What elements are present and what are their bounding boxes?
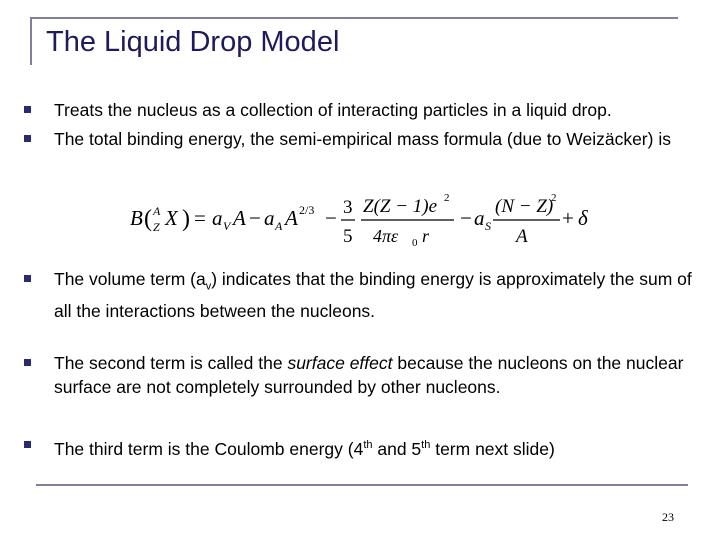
formula-three: 3 <box>343 197 353 218</box>
formula-minus-1: − <box>249 206 261 230</box>
page-number: 23 <box>662 510 674 524</box>
bullet-5-superscript-2: th <box>421 439 431 451</box>
formula-delta: δ <box>578 206 588 230</box>
bullet-marker <box>24 359 31 366</box>
bullet-5-text-post: term next slide) <box>430 438 555 459</box>
formula-A2: A <box>285 206 298 230</box>
formula-denominator-r: r <box>422 226 430 246</box>
formula-B: B <box>130 206 143 230</box>
title-frame-top-rule <box>30 17 678 19</box>
bullet-3-text-pre: The volume term (a <box>54 269 206 289</box>
formula-minus-2: − <box>325 206 337 230</box>
slide-title: The Liquid Drop Model <box>46 26 340 58</box>
bullet-text-5 <box>54 433 704 461</box>
formula-X: X <box>165 206 178 230</box>
formula-coulomb-denominator: 4πε <box>373 226 399 246</box>
bullet-5-text-pre: The third term is the Coulomb energy (4 <box>54 438 364 459</box>
formula-A1: A <box>233 206 246 230</box>
bullet-marker <box>24 106 31 113</box>
bullet-text-1: Treats the nucleus as a collection of interacting particles in a liquid drop. <box>54 100 612 120</box>
bullet-marker <box>24 441 31 448</box>
formula-lparen: ( <box>144 206 152 232</box>
bullet-4-text-post: because the nucleons on the nuclear surface are not completely surrounded by other nucleons. <box>54 353 684 397</box>
bullet-3-text-post: ) indicates that the binding energy is approximately the sum of all the interactions between the nucleons. <box>54 269 692 321</box>
bullet-4-text-pre: The second term is called the <box>54 353 288 373</box>
formula-aA: a <box>264 206 275 230</box>
semi-empirical-mass-formula <box>130 186 590 248</box>
formula-numerator-exponent: 2 <box>444 192 450 204</box>
bullet-marker <box>24 275 31 282</box>
formula-minus-3: − <box>460 206 472 230</box>
bullet-text-3 <box>54 267 704 323</box>
bullet-5-text-mid: and 5 <box>372 438 422 459</box>
formula-aA-sub: A <box>275 219 283 233</box>
formula-denominator-sub: 0 <box>412 237 418 248</box>
bullet-5-superscript-1: th <box>363 439 373 451</box>
formula-rparen: ) <box>182 206 190 232</box>
bullet-marker <box>24 135 31 142</box>
formula-equals: = <box>194 206 206 230</box>
formula-Z-bottom: Z <box>153 220 160 234</box>
title-frame-left-rule <box>30 17 32 65</box>
bullet-text-4 <box>54 351 704 399</box>
formula-aV-sub: V <box>223 219 231 233</box>
formula-plus: + <box>562 206 574 230</box>
formula-aV: a <box>212 206 223 230</box>
formula-A-top: A <box>153 204 161 218</box>
formula-coulomb-numerator: Z(Z − 1)e <box>363 196 438 217</box>
bullet-text-2: The total binding energy, the semi-empirical mass formula (due to Weizäcker) is <box>54 129 671 149</box>
footer-rule <box>36 484 688 486</box>
bullet-3-subscript: v <box>205 280 212 293</box>
formula-five: 5 <box>343 226 353 247</box>
formula-asymmetry-exponent: 2 <box>551 192 557 204</box>
formula-power-two-thirds: 2/3 <box>299 203 315 217</box>
formula-asymmetry-denominator: A <box>516 226 528 247</box>
formula-asymmetry-numerator: (N − Z) <box>495 196 554 217</box>
bullet-4-emphasis: surface effect <box>287 353 393 373</box>
formula-aS: a <box>474 206 485 230</box>
formula-aS-sub: S <box>485 219 491 233</box>
